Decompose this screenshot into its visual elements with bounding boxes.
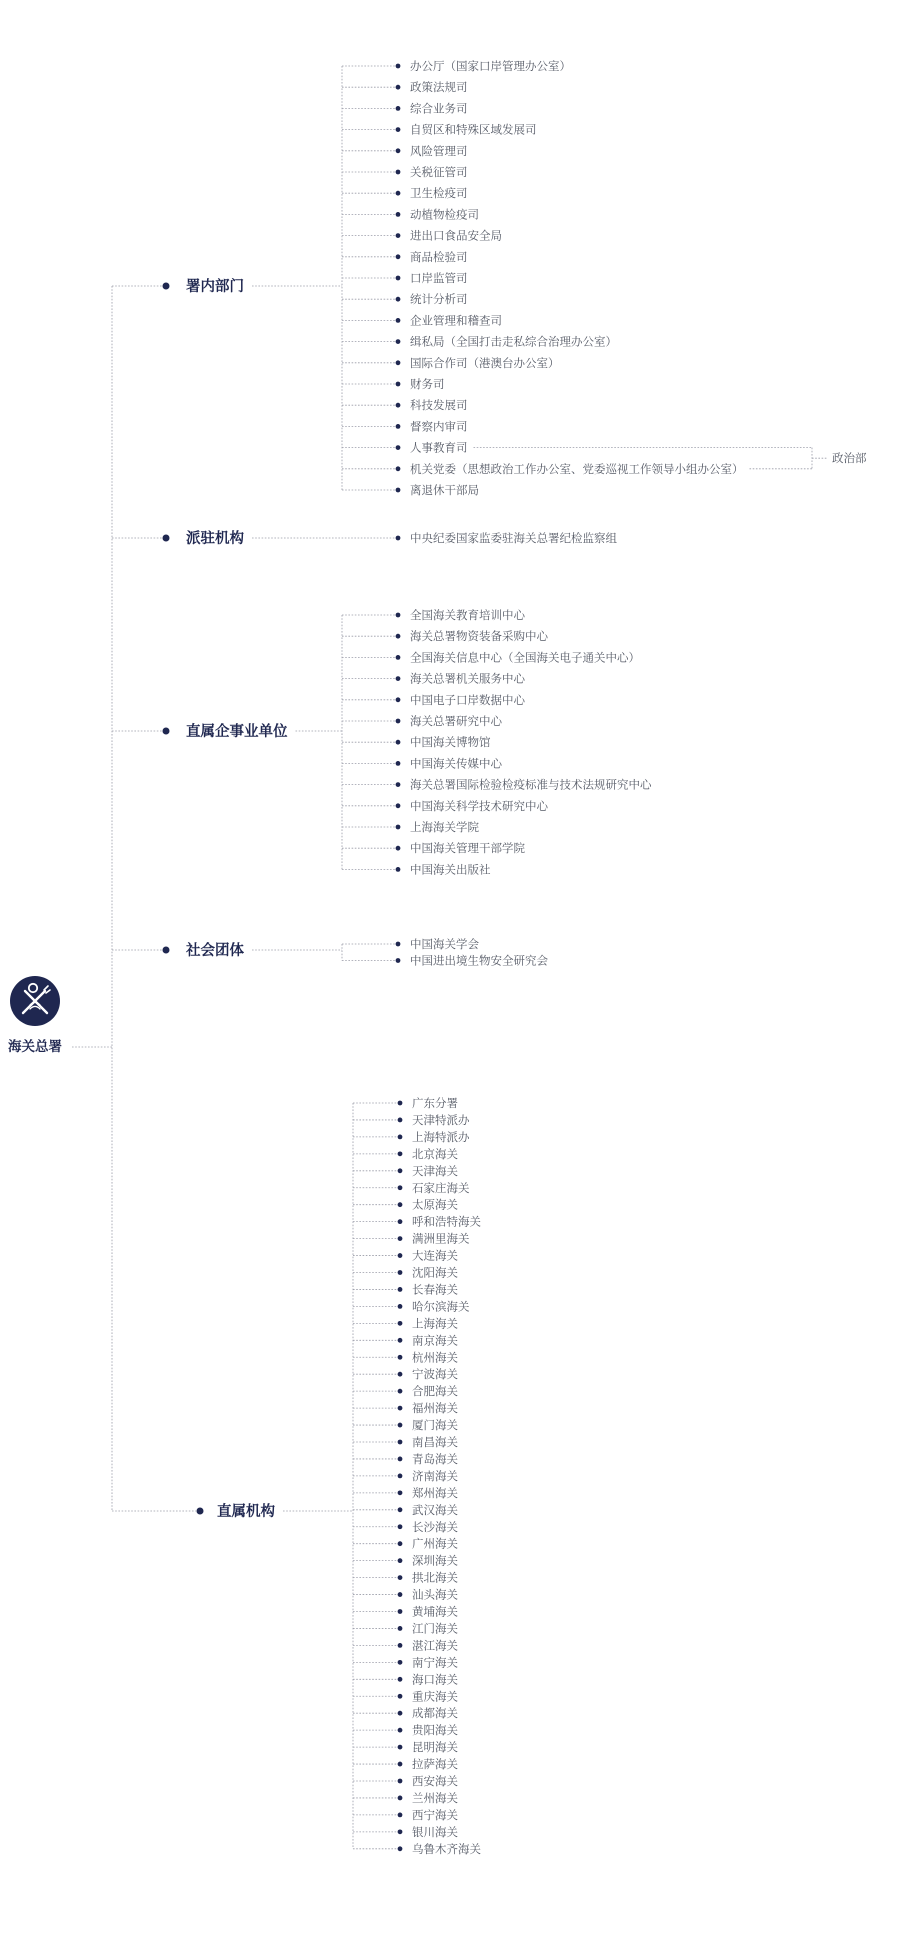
item-dot: [398, 1135, 403, 1140]
item-dot: [398, 1185, 403, 1190]
item-label: 海关总署研究中心: [410, 714, 502, 728]
item-dot: [398, 1846, 403, 1851]
item-dot: [398, 1372, 403, 1377]
item-label: 南宁海关: [412, 1655, 458, 1670]
item-dot: [398, 1389, 403, 1394]
item-label: 昆明海关: [412, 1740, 458, 1755]
item-label: 上海特派办: [412, 1129, 470, 1144]
item-label: 乌鲁木齐海关: [412, 1841, 481, 1856]
item-dot: [398, 1677, 403, 1682]
item-dot: [398, 1457, 403, 1462]
item-label: 广东分署: [412, 1096, 458, 1110]
item-label: 成都海关: [412, 1706, 458, 1721]
item-label: 科技发展司: [410, 398, 468, 413]
item-label: 西安海关: [412, 1774, 458, 1788]
item-dot: [398, 1253, 403, 1258]
item-dot: [396, 276, 401, 281]
item-label: 汕头海关: [412, 1587, 458, 1602]
item-dot: [396, 424, 401, 429]
item-dot: [398, 1219, 403, 1224]
item-dot: [396, 106, 401, 111]
item-dot: [398, 1609, 403, 1614]
item-label: 长沙海关: [412, 1519, 458, 1534]
item-dot: [396, 127, 401, 132]
item-dot: [396, 655, 401, 660]
item-dot: [398, 1490, 403, 1495]
item-label: 沈阳海关: [412, 1265, 458, 1280]
category-dot: [163, 947, 170, 954]
item-label: 风险管理司: [410, 143, 468, 158]
item-label: 海关总署国际检验检疫标准与技术法规研究中心: [410, 777, 652, 792]
item-dot: [398, 1474, 403, 1479]
item-dot: [396, 360, 401, 365]
item-dot: [396, 825, 401, 830]
category-label: 署内部门: [186, 279, 244, 295]
item-label: 济南海关: [412, 1468, 458, 1483]
item-dot: [396, 85, 401, 90]
item-label: 中央纪委国家监委驻海关总署纪检监察组: [410, 531, 617, 545]
item-label: 中国海关学会: [410, 937, 479, 951]
category-dot: [163, 728, 170, 735]
item-dot: [398, 1643, 403, 1648]
item-label: 北京海关: [412, 1146, 458, 1161]
category-label: 直属企事业单位: [186, 724, 288, 740]
item-label: 石家庄海关: [412, 1180, 470, 1195]
item-dot: [396, 64, 401, 69]
item-label: 太原海关: [412, 1197, 458, 1212]
item-label: 财务司: [410, 377, 445, 391]
item-dot: [396, 254, 401, 259]
item-label: 呼和浩特海关: [412, 1214, 481, 1229]
category-dot: [197, 1508, 204, 1515]
item-label: 统计分析司: [410, 292, 468, 307]
item-dot: [396, 803, 401, 808]
category-label: 派驻机构: [186, 531, 244, 547]
item-dot: [396, 382, 401, 387]
item-dot: [396, 846, 401, 851]
item-dot: [396, 233, 401, 238]
item-dot: [396, 697, 401, 702]
item-dot: [398, 1745, 403, 1750]
item-label: 离退休干部局: [410, 483, 479, 497]
customs-emblem-icon: [10, 976, 60, 1026]
item-dot: [396, 403, 401, 408]
item-label: 哈尔滨海关: [412, 1299, 470, 1314]
item-dot: [398, 1541, 403, 1546]
category-label: 社会团体: [186, 943, 244, 959]
item-dot: [398, 1168, 403, 1173]
item-dot: [398, 1236, 403, 1241]
item-label: 中国海关管理干部学院: [410, 841, 525, 856]
item-label: 江门海关: [412, 1621, 458, 1636]
item-label: 商品检验司: [410, 249, 468, 264]
item-dot: [398, 1423, 403, 1428]
item-dot: [398, 1762, 403, 1767]
item-label: 上海海关: [412, 1316, 458, 1331]
item-dot: [396, 212, 401, 217]
group-label: 政治部: [832, 451, 867, 466]
item-label: 海关总署机关服务中心: [410, 671, 525, 686]
item-label: 企业管理和稽查司: [410, 313, 502, 328]
item-dot: [396, 488, 401, 493]
item-dot: [398, 1558, 403, 1563]
item-label: 天津特派办: [412, 1112, 470, 1127]
item-label: 西宁海关: [412, 1807, 458, 1822]
item-dot: [398, 1202, 403, 1207]
item-label: 关税征管司: [410, 165, 468, 179]
item-label: 湛江海关: [412, 1638, 458, 1653]
item-dot: [396, 170, 401, 175]
item-dot: [398, 1660, 403, 1665]
item-dot: [396, 536, 401, 541]
item-label: 上海海关学院: [410, 820, 479, 834]
item-label: 进出口食品安全局: [410, 228, 502, 243]
item-dot: [398, 1796, 403, 1801]
item-dot: [396, 191, 401, 196]
item-dot: [398, 1507, 403, 1512]
item-label: 口岸监管司: [410, 271, 468, 285]
item-label: 中国海关科学技术研究中心: [410, 798, 548, 813]
item-label: 国际合作司（港澳台办公室）: [410, 355, 560, 370]
item-label: 银川海关: [412, 1824, 458, 1839]
item-label: 中国海关出版社: [410, 862, 491, 877]
item-label: 南昌海关: [412, 1435, 458, 1449]
item-dot: [396, 676, 401, 681]
category-dot: [163, 535, 170, 542]
item-label: 卫生检疫司: [410, 186, 468, 201]
item-label: 海口海关: [412, 1672, 458, 1687]
item-dot: [396, 958, 401, 963]
item-dot: [396, 719, 401, 724]
item-label: 人事教育司: [410, 440, 468, 455]
item-label: 政策法规司: [410, 80, 468, 95]
item-label: 大连海关: [412, 1248, 458, 1263]
item-label: 全国海关教育培训中心: [410, 608, 525, 622]
item-dot: [396, 297, 401, 302]
item-dot: [398, 1287, 403, 1292]
item-dot: [398, 1151, 403, 1156]
item-dot: [396, 634, 401, 639]
item-label: 机关党委（思想政治工作办公室、党委巡视工作领导小组办公室）: [410, 461, 744, 476]
item-dot: [398, 1711, 403, 1716]
item-label: 海关总署物资装备采购中心: [410, 629, 548, 644]
category-dot: [163, 283, 170, 290]
item-dot: [398, 1270, 403, 1275]
item-label: 贵阳海关: [412, 1723, 458, 1738]
item-label: 福州海关: [412, 1401, 458, 1416]
item-dot: [398, 1304, 403, 1309]
item-dot: [398, 1694, 403, 1699]
item-dot: [398, 1355, 403, 1360]
item-dot: [398, 1779, 403, 1784]
item-dot: [398, 1626, 403, 1631]
item-label: 武汉海关: [412, 1502, 458, 1517]
item-label: 郑州海关: [412, 1485, 458, 1500]
item-dot: [396, 466, 401, 471]
item-label: 自贸区和特殊区域发展司: [410, 122, 537, 137]
item-dot: [398, 1101, 403, 1106]
item-label: 动植物检疫司: [410, 207, 479, 222]
item-dot: [398, 1728, 403, 1733]
item-dot: [396, 318, 401, 323]
item-label: 办公厅（国家口岸管理办公室）: [410, 59, 571, 73]
item-label: 缉私局（全国打击走私综合治理办公室）: [410, 334, 617, 349]
item-label: 重庆海关: [412, 1689, 458, 1704]
item-label: 中国海关博物馆: [410, 735, 491, 750]
item-label: 兰州海关: [412, 1790, 458, 1805]
category-label: 直属机构: [217, 1504, 275, 1520]
root-label: 海关总署: [8, 1039, 62, 1055]
item-dot: [396, 761, 401, 766]
item-dot: [398, 1406, 403, 1411]
item-dot: [396, 942, 401, 947]
item-label: 中国电子口岸数据中心: [410, 692, 525, 707]
item-label: 天津海关: [412, 1163, 458, 1178]
item-label: 拱北海关: [412, 1570, 458, 1585]
item-dot: [396, 148, 401, 153]
item-dot: [396, 445, 401, 450]
item-dot: [396, 782, 401, 787]
item-label: 杭州海关: [412, 1350, 458, 1365]
item-dot: [398, 1118, 403, 1123]
item-dot: [396, 740, 401, 745]
item-label: 长春海关: [412, 1282, 458, 1297]
item-label: 宁波海关: [412, 1367, 458, 1382]
item-dot: [398, 1338, 403, 1343]
item-dot: [398, 1592, 403, 1597]
item-label: 南京海关: [412, 1333, 458, 1348]
item-dot: [396, 867, 401, 872]
item-dot: [396, 339, 401, 344]
chart-nodes: [163, 59, 867, 1856]
item-dot: [398, 1440, 403, 1445]
item-dot: [398, 1575, 403, 1580]
item-label: 满洲里海关: [412, 1231, 470, 1246]
item-dot: [398, 1813, 403, 1818]
item-label: 黄埔海关: [412, 1604, 458, 1619]
item-label: 拉萨海关: [412, 1757, 458, 1772]
item-label: 综合业务司: [410, 101, 468, 116]
item-label: 中国进出境生物安全研究会: [410, 953, 548, 968]
item-label: 中国海关传媒中心: [410, 756, 502, 771]
item-label: 深圳海关: [412, 1553, 458, 1568]
item-label: 督察内审司: [410, 419, 468, 434]
item-label: 全国海关信息中心（全国海关电子通关中心）: [410, 650, 640, 665]
item-dot: [396, 613, 401, 618]
item-dot: [398, 1524, 403, 1529]
item-dot: [398, 1829, 403, 1834]
item-label: 广州海关: [412, 1536, 458, 1551]
item-label: 青岛海关: [412, 1451, 458, 1466]
item-dot: [398, 1321, 403, 1326]
item-label: 厦门海关: [412, 1418, 458, 1433]
item-label: 合肥海关: [412, 1384, 458, 1399]
